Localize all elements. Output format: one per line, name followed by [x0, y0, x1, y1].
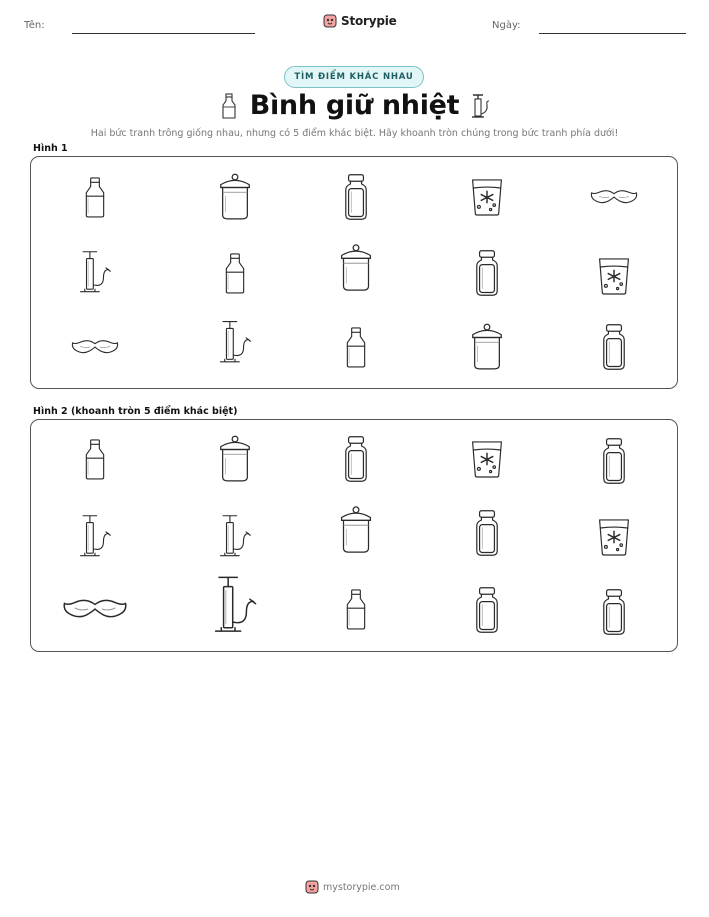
storypie-mascot-icon: [305, 879, 319, 895]
brand-name: Storypie: [341, 14, 397, 28]
activity-badge: TÌM ĐIỂM KHÁC NHAU: [284, 66, 424, 88]
storypie-mascot-icon: [323, 13, 337, 29]
cookie-jar-icon[interactable]: [216, 172, 254, 222]
cookie-jar-icon[interactable]: [336, 505, 376, 555]
instructions: Hai bức tranh trông giống nhau, nhưng có 5 điểm khác biệt. Hãy khoanh tròn chúng trong bức tranh phía dưới!: [90, 128, 619, 139]
pump-icon[interactable]: [78, 513, 112, 561]
cookie-jar-icon[interactable]: [336, 243, 376, 293]
mustache-icon[interactable]: [61, 595, 129, 623]
milk-bottle-icon[interactable]: [222, 249, 248, 297]
glass-jar-icon[interactable]: [474, 508, 500, 558]
milk-bottle-icon[interactable]: [343, 323, 369, 371]
footer: [305, 879, 400, 895]
glass-jar-icon[interactable]: [474, 248, 500, 298]
glass-jar-icon[interactable]: [601, 587, 627, 637]
milk-bottle-icon[interactable]: [343, 585, 369, 633]
ice-cup-icon[interactable]: [596, 254, 632, 298]
cookie-jar-icon[interactable]: [468, 322, 506, 372]
name-label: Tên:: [24, 20, 45, 31]
brand-logo: [323, 13, 397, 29]
date-line: [539, 33, 686, 34]
glass-jar-icon[interactable]: [343, 172, 369, 222]
glass-jar-icon[interactable]: [601, 436, 627, 486]
picture-2-label: Hình 2 (khoanh tròn 5 điểm khác biệt): [33, 406, 238, 417]
milk-bottle-icon[interactable]: [82, 174, 108, 220]
pump-icon[interactable]: [217, 319, 253, 367]
pump-icon[interactable]: [78, 249, 112, 297]
pump-icon[interactable]: [218, 513, 252, 561]
picture-1-label: Hình 1: [33, 143, 68, 154]
ice-cup-icon[interactable]: [469, 175, 505, 219]
name-line: [72, 33, 255, 34]
pump-icon[interactable]: [212, 574, 258, 638]
milk-bottle-icon[interactable]: [82, 436, 108, 482]
glass-jar-icon[interactable]: [601, 322, 627, 372]
ice-cup-icon[interactable]: [596, 515, 632, 559]
glass-jar-icon[interactable]: [343, 434, 369, 484]
ice-cup-icon[interactable]: [469, 437, 505, 481]
pump-icon: [470, 92, 492, 120]
footer-url: mystorypie.com: [323, 881, 400, 893]
mustache-icon[interactable]: [589, 187, 639, 207]
mustache-icon[interactable]: [70, 337, 120, 357]
page-title: Bình giữ nhiệt: [249, 90, 460, 121]
date-label: Ngày:: [492, 20, 521, 31]
cookie-jar-icon[interactable]: [216, 434, 254, 484]
glass-jar-icon[interactable]: [474, 585, 500, 635]
